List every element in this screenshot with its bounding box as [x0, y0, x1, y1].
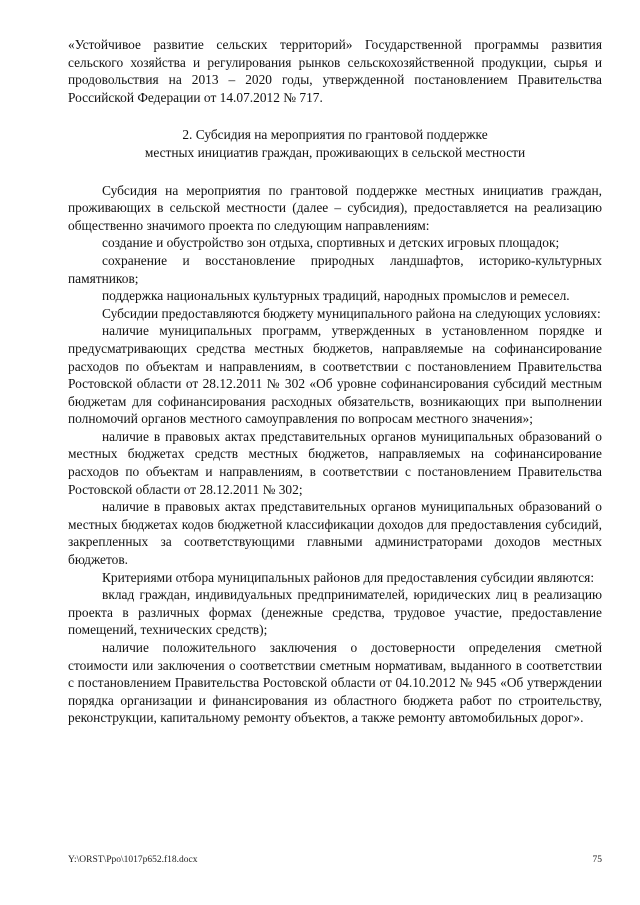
paragraph-5: Субсидии предоставляются бюджету муниципального района на следующих условиях:	[102, 305, 601, 321]
document-page	[68, 36, 602, 727]
page-footer	[68, 855, 602, 865]
paragraph-1: Субсидия на мероприятия по грантовой поддержке местных инициатив граждан, проживающих в сельской местности (далее – субсидия), предоставляется на реализацию общественно значимого проекта по следующим направлениям:	[68, 182, 602, 233]
paragraph-6: наличие муниципальных программ, утвержденных в установленном порядке и предусматривающих средства местных бюджетов, направляемые на софинансирование расходов по объектам и направлениям, в соответствии с постановлением Правительства Ростовской области от 28.12.2011 № 302 «Об уровне софинансирования субсидий местным бюджетам для софинансирования расходных обязательств, возникающих при выполнении полномочий органов местного самоуправления по вопросам местного значения»;	[68, 323, 602, 427]
paragraph-8: наличие в правовых актах представительных органов муниципальных образований о местных бюджетах кодов бюджетной классификации доходов для предоставления субсидий, закрепленных за соответствующими главными администраторами доходов местных бюджетов.	[68, 499, 602, 568]
footer-file-path: Y:\ORST\Ppo\1017p652.f18.docx	[68, 855, 198, 865]
paragraph-2: создание и обустройство зон отдыха, спортивных и детских игровых площадок;	[102, 235, 560, 251]
paragraph-11: наличие положительного заключения о достоверности определения сметной стоимости или заключения о соответствии сметным нормативам, выданного в соответствии с постановлением Правительства Ростовской области от 04.10.2012 № 945 «Об утверждении порядка организации и финансирования из областного бюджета работ по строительству, реконструкции, капитальному ремонту объектов, а также ремонту автомобильных дорог».	[68, 640, 602, 726]
footer-page-number: 75	[592, 855, 602, 865]
paragraph-10: вклад граждан, индивидуальных предпринимателей, юридических лиц в реализацию проекта в различных формах (денежные средства, трудовое участие, предоставление помещений, технических средств);	[68, 587, 602, 638]
section-heading-line-2: местных инициатив граждан, проживающих в сельской местности	[144, 144, 526, 160]
paragraph-7: наличие в правовых актах представительных органов муниципальных образований о местных бюджетах средств местных бюджетов, направляемых на софинансирование расходов по объектам и направлениям, в соответствии с постановлением Правительства Ростовской области от 28.12.2011 № 302;	[68, 428, 602, 497]
paragraph-4: поддержка национальных культурных традиций, народных промыслов и ремесел.	[102, 288, 570, 304]
intro-paragraph: «Устойчивое развитие сельских территорий» Государственной программы развития сельского хозяйства и регулирования рынков сельскохозяйственной продукции, сырья и продовольствия на 2013 – 2020 годы, утвержденной постановлением Правительства Российской Федерации от 14.07.2012 № 717.	[68, 37, 602, 105]
paragraph-9: Критериями отбора муниципальных районов для предоставления субсидии являются:	[102, 569, 595, 585]
section-heading	[68, 126, 602, 161]
paragraph-3: сохранение и восстановление природных ландшафтов, историко-культурных памятников;	[68, 252, 602, 286]
section-heading-line-1: 2. Субсидия на мероприятия по грантовой поддержке	[182, 127, 488, 143]
